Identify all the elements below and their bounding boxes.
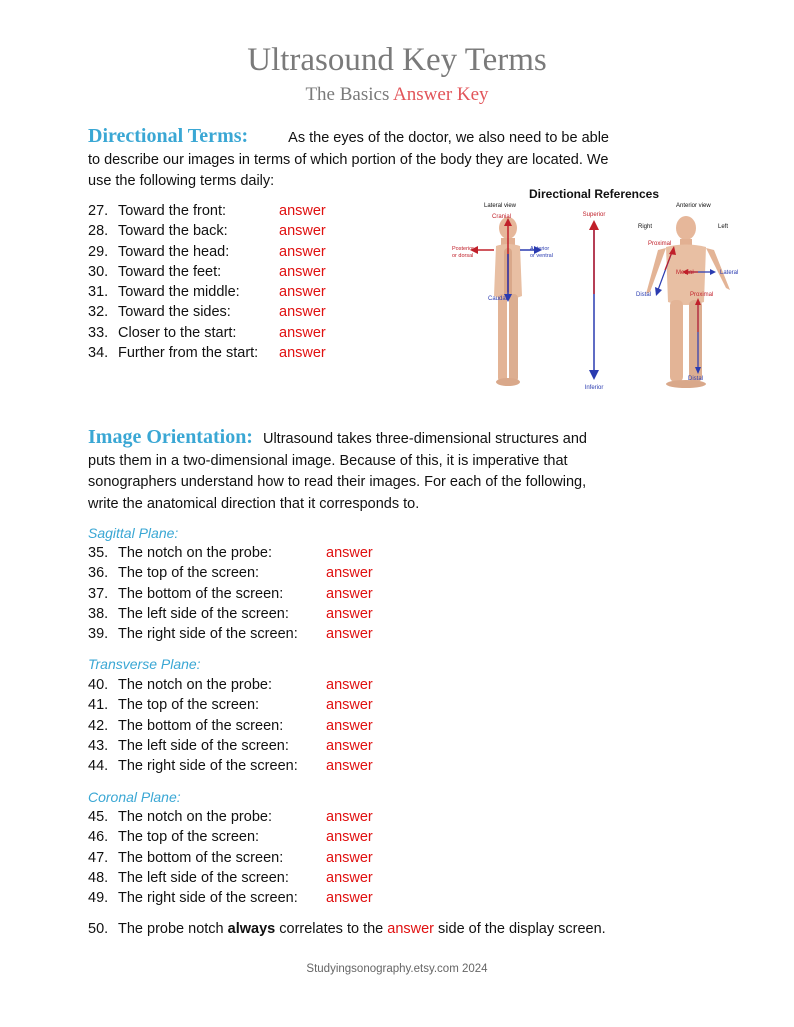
question-text: The notch on the probe: [118,545,272,561]
directional-intro [88,126,609,193]
question-row [88,890,408,910]
answer-text: answer [279,223,326,240]
answer-text: answer [326,849,373,866]
answer-text: answer [279,243,326,260]
orientation-intro-line4: write the anatomical direction that it corresponds to. [88,495,420,512]
orientation-intro-line2: puts them in a two-dimensional image. Because of this, it is imperative that [88,452,568,469]
question-text: Closer to the start: [118,324,237,341]
answer-text: answer [279,304,326,321]
question-text: Further from the start: [118,345,259,362]
footer-credit: Studyingsonography.etsy.com 2024 [306,963,488,975]
question-row [88,244,388,264]
question-row [88,545,408,565]
final-after: side of the display screen. [438,921,606,937]
question-number: 35. [88,545,109,561]
answer-text: answer [279,203,326,219]
answer-text: answer [326,605,373,622]
question-text: The top of the screen: [118,565,260,582]
answer-text: answer [326,717,373,734]
question-row [88,284,388,304]
question-row [88,697,408,717]
label-caudal: Caudal [488,296,508,302]
question-number: 49. [88,890,109,907]
label-distal-arm: Distal [636,292,652,298]
question-number: 30. [88,263,109,280]
question-text: The bottom of the screen: [118,849,284,866]
sagittal-list [88,545,408,646]
answer-text: answer [326,890,373,907]
question-row [88,718,408,738]
question-row [88,586,408,606]
question-text: The right side of the screen: [118,626,298,643]
question-row [88,758,408,778]
question-text: The top of the screen: [118,829,260,846]
question-text: The notch on the probe: [118,809,272,825]
page-subtitle [0,84,794,106]
question-text: The left side of the screen: [118,605,289,622]
question-row [88,738,408,758]
directional-references-figure [436,184,766,394]
final-question [88,921,728,941]
final-text [118,921,606,937]
question-row [88,829,408,849]
question-row [88,304,388,324]
label-lateral-view: Lateral view [484,203,517,209]
subtitle-answer-key: Answer Key [393,84,489,105]
orientation-intro-line1: Ultrasound takes three-dimensional structures and [262,431,587,447]
question-row [88,325,388,345]
question-number: 28. [88,223,109,240]
question-row [88,626,408,646]
question-number: 29. [88,243,109,260]
question-text: The bottom of the screen: [118,585,284,602]
question-number: 41. [88,697,109,714]
question-row [88,850,408,870]
question-row [88,606,408,626]
label-distal-leg: Distal [688,376,704,382]
final-num: 50. [88,921,109,937]
answer-text: answer [279,345,326,362]
answer-text: answer [326,809,373,825]
directional-list [88,203,388,365]
label-or-dorsal: or dorsal [452,253,474,259]
label-medial: Medial [676,270,694,276]
question-row [88,264,388,284]
question-number: 47. [88,849,109,866]
transverse-list [88,677,408,778]
answer-text: answer [326,545,373,561]
label-or-ventral: or ventral [530,253,553,259]
answer-text: answer [326,758,373,775]
question-text: Toward the front: [118,203,226,219]
question-number: 34. [88,345,109,362]
question-number: 31. [88,284,109,301]
final-bold: always [227,921,276,937]
answer-text: answer [326,697,373,714]
question-number: 27. [88,203,109,219]
question-row [88,223,388,243]
answer-text: answer [279,284,326,301]
label-lateral: Lateral [720,270,739,276]
coronal-list [88,809,408,910]
question-text: The left side of the screen: [118,869,289,886]
question-number: 48. [88,869,109,886]
answer-text: answer [279,324,326,341]
label-anterior: Anterior [530,246,550,252]
question-number: 44. [88,758,109,775]
question-text: Toward the feet: [118,263,222,280]
question-number: 38. [88,605,109,622]
question-number: 40. [88,677,109,693]
question-text: The right side of the screen: [118,890,298,907]
answer-text: answer [279,263,326,280]
question-number: 32. [88,304,109,321]
plane-label-sagittal: Sagittal Plane: [88,525,179,541]
figure-title: Directional References [528,187,660,201]
question-number: 43. [88,737,109,754]
question-row [88,345,388,365]
subtitle-main: The Basics [305,84,390,105]
question-text: Toward the head: [118,243,230,260]
final-before: The probe notch [118,921,224,937]
question-number: 42. [88,717,109,734]
label-proximal-leg: Proximal [690,292,714,298]
question-number: 46. [88,829,109,846]
question-number: 33. [88,324,109,341]
answer-text: answer [326,565,373,582]
question-text: The notch on the probe: [118,677,272,693]
label-proximal: Proximal [648,241,672,247]
label-inferior: Inferior [584,385,604,391]
question-row [88,870,408,890]
directional-heading: Directional Terms: [88,125,249,147]
directional-intro-line1: As the eyes of the doctor, we also need to be able [288,130,609,146]
answer-text: answer [326,737,373,754]
question-text: Toward the middle: [118,284,240,301]
question-text: Toward the sides: [118,304,231,321]
question-row [88,203,388,223]
label-left: Left [718,224,729,230]
answer-text: answer [326,869,373,886]
question-row [88,677,408,697]
final-answer: answer [387,921,435,937]
answer-text: answer [326,626,373,643]
question-row [88,809,408,829]
label-right: Right [638,224,653,230]
question-text: The bottom of the screen: [118,717,284,734]
orientation-intro-line3: sonographers understand how to read their images. For each of the following, [88,474,587,490]
question-number: 37. [88,585,109,602]
plane-label-coronal: Coronal Plane: [88,789,181,805]
question-number: 45. [88,809,109,825]
answer-text: answer [326,829,373,846]
orientation-intro [88,427,587,515]
plane-label-transverse: Transverse Plane: [88,656,201,672]
directional-intro-line3: use the following terms daily: [88,173,275,189]
question-number: 36. [88,565,109,582]
question-text: The top of the screen: [118,697,260,714]
question-text: Toward the back: [118,223,228,240]
label-cranial: Cranial [492,214,512,220]
page-title: Ultrasound Key Terms [247,42,547,78]
label-superior: Superior [582,212,606,218]
final-middle: correlates to the [279,921,384,937]
answer-text: answer [326,677,373,693]
question-number: 39. [88,626,109,643]
question-text: The right side of the screen: [118,758,298,775]
label-posterior: Posterior [452,246,475,252]
label-anterior-view: Anterior view [676,203,711,209]
orientation-heading: Image Orientation: [88,426,253,448]
question-row [88,565,408,585]
directional-intro-line2: to describe our images in terms of which portion of the body they are located. We [88,151,609,168]
answer-text: answer [326,585,373,602]
question-text: The left side of the screen: [118,737,289,754]
